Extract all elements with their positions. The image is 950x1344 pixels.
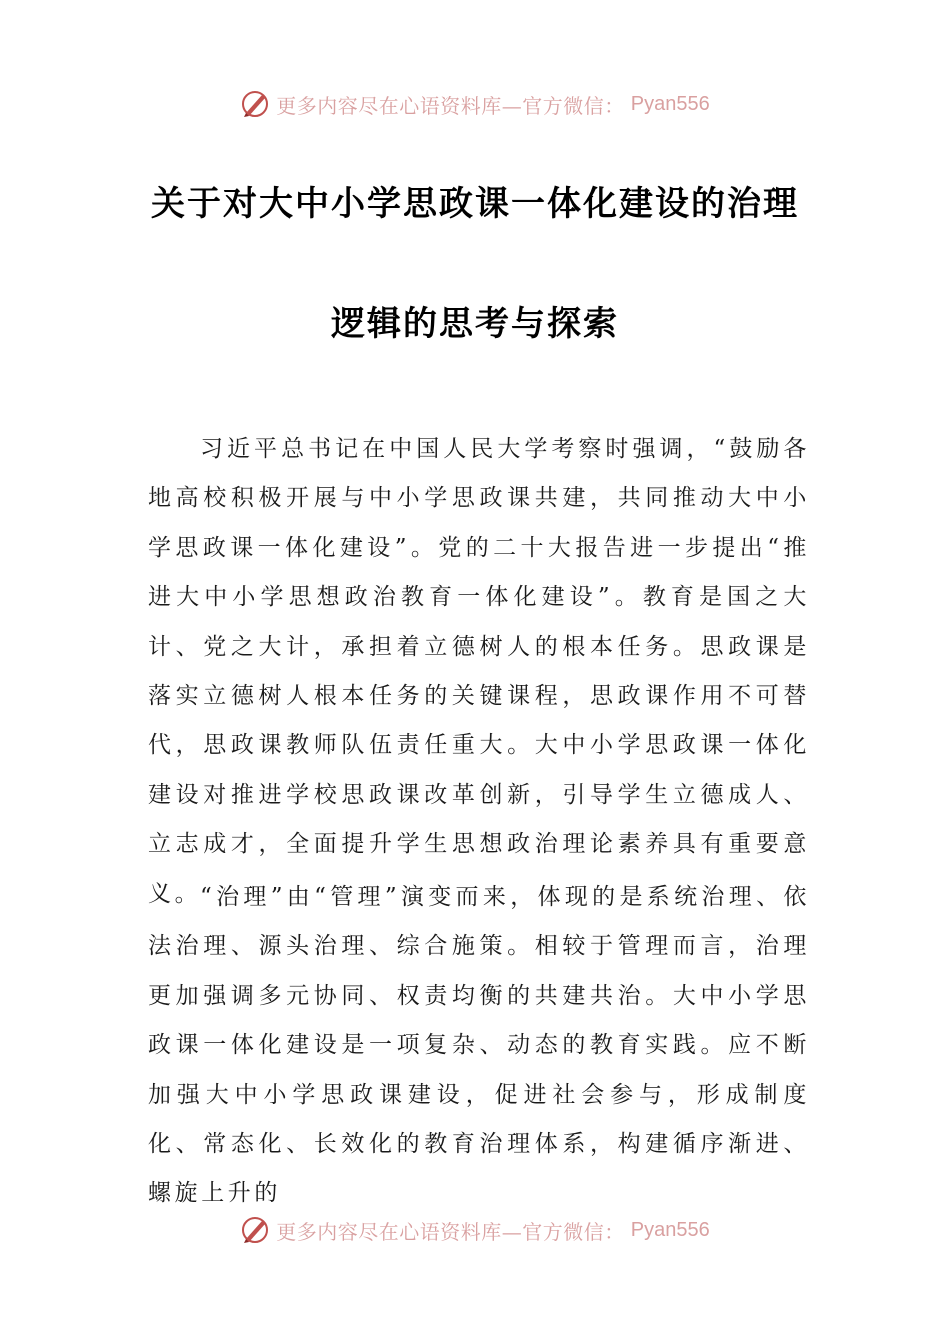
- document-title-line-2: 逻辑的思考与探索: [331, 304, 619, 344]
- watermark-wechat-id: Pyan556: [630, 92, 710, 115]
- watermark-wechat-id: Pyan556: [630, 1218, 710, 1241]
- document-title-line-1: 关于对大中小学思政课一体化建设的治理: [151, 184, 799, 224]
- watermark-banner-top: [0, 84, 950, 124]
- watermark-text: 更多内容尽在心语资料库—官方微信：: [276, 93, 625, 118]
- pen-logo-icon: [240, 89, 270, 119]
- pen-logo-icon: [240, 1215, 270, 1245]
- watermark-text: 更多内容尽在心语资料库—官方微信：: [276, 1219, 625, 1244]
- body-paragraph-1: 习近平总书记在中国人民大学考察时强调，“鼓励各地高校积极开展与中小学思政课共建，共同推动大中小学思政课一体化建设”。党的二十大报告进一步提出“推进大中小学思想政治教育一体化建设”。教育是国之大计、党之大计，承担着立德树人的根本任务。思政课是落实立德树人根本任务的关键课程，思政课作用不可替代，思政课教师队伍责任重大。大中小学思政课一体化建设对推进学校思政课改革创新，引导学生立德成人、立志成才，全面提升学生思想政治理论素养具有重要意义。: [148, 436, 810, 907]
- body-paragraph-2: “治理”由“管理”演变而来，体现的是系统治理、依法治理、源头治理、综合施策。相较于管理而言，治理更加强调多元协同、权责均衡的共建共治。大中小学思政课一体化建设是一项复杂、动态的教育实践。应不断加强大中小学思政课建设，促进社会参与，形成制度化、常态化、长效化的教育治理体系，构建循序渐进、螺旋上升的: [148, 884, 810, 1207]
- watermark-banner-bottom: [0, 1210, 950, 1250]
